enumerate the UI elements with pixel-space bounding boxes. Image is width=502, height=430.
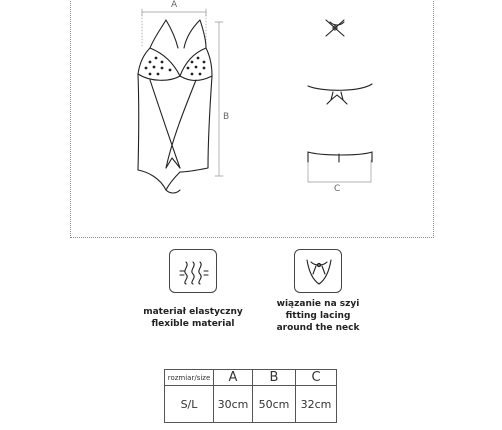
size-header-label: rozmiar/size	[165, 370, 214, 386]
dimension-c-marker	[308, 160, 371, 182]
bodysuit-front-drawing	[138, 20, 212, 193]
dimension-a-marker	[142, 9, 206, 46]
size-table	[164, 369, 337, 423]
dimension-b-marker	[215, 22, 223, 176]
dimension-b-label: B	[223, 112, 230, 122]
dimension-a-label: A	[171, 0, 178, 10]
hem-detail	[308, 152, 372, 162]
dimension-c-label: C	[334, 184, 341, 194]
column-b-header: B	[253, 370, 296, 386]
back-tie-detail	[308, 84, 372, 104]
feature-flexible-material	[123, 306, 263, 330]
column-a-header: A	[214, 370, 253, 386]
table-row	[165, 386, 337, 423]
size-table-header	[165, 370, 337, 386]
value-c-cell: 32cm	[296, 386, 337, 423]
feature-text-line: materiał elastyczny	[143, 307, 243, 317]
value-b-cell: 50cm	[253, 386, 296, 423]
neck-tie-detail	[326, 20, 344, 36]
elastic-material-icon	[169, 249, 217, 293]
feature-neck-lacing	[248, 298, 388, 334]
value-a-cell: 30cm	[214, 386, 253, 423]
column-c-header: C	[296, 370, 337, 386]
size-cell: S/L	[165, 386, 214, 423]
neck-lacing-icon	[294, 249, 342, 293]
feature-text-line: wiązanie na szyi	[276, 299, 360, 309]
feature-text-line: fitting lacing	[285, 311, 351, 321]
feature-text-line: around the neck	[276, 323, 360, 333]
feature-text-line: flexible material	[151, 319, 235, 329]
